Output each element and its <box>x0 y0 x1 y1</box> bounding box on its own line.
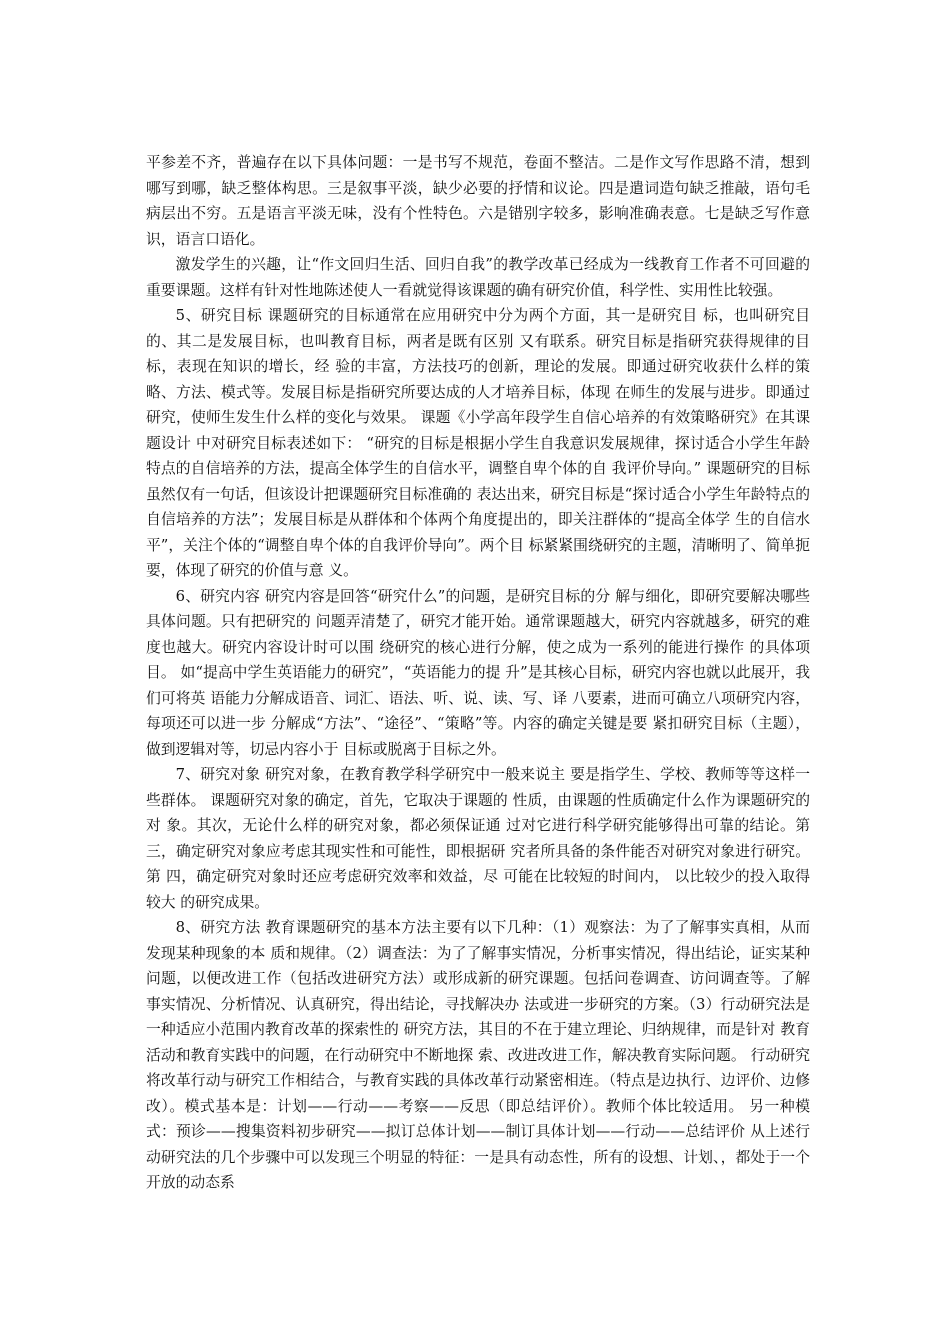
paragraph-research-content: 6、研究内容 研究内容是回答“研究什么”的问题，是研究目标的分 解与细化，即研究要解决哪些具体问题。只有把研究的 问题弄清楚了，研究才能开始。通常课题越大，研究内容就越多，研究的难度也越大。研究内容设计时可以围 绕研究的核心进行分解，使之成为一系列的能进行操作 的具体项目。 如“提高中学生英语能力的研究”，“英语能力的提 升”是其核心目标，研究内容也就以此展开，我们可将英 语能力分解成语音、词汇、语法、听、说、读、写、译 八要素，进而可确立八项研究内容，每项还可以进一步 分解成“方法”、“途径”、“策略”等。内容的确定关键是要 紧扣研究目标（主题），做到逻辑对等，切忌内容小于 目标或脱离于目标之外。 <box>146 587 810 758</box>
paragraph-interest: 激发学生的兴趣，让“作文回归生活、回归自我”的教学改革已经成为一线教育工作者不可回避的重要课题。这样有针对性地陈述使人一看就觉得该课题的确有研究价值，科学性、实用性比较强。 <box>146 256 810 299</box>
paragraph-research-subjects: 7、研究对象 研究对象，在教育教学科学研究中一般来说主 要是指学生、学校、教师等等这样一些群体。 课题研究对象的确定，首先，它取决于课题的 性质，由课题的性质确定什么作为课题研究的对 象。其次，无论什么样的研究对象，都必须保证通 过对它进行科学研究能够得出可靠的结论。第三，确定研究对象应考虑其现实性和可能性，即根据研 究者所具备的条件能否对研究对象进行研究。第 四，确定研究对象时还应考虑研究效率和效益，尽 可能在比较短的时间内， 以比较少的投入取得较大 的研究成果。 <box>146 766 810 911</box>
paragraph-research-goals: 5、研究目标 课题研究的目标通常在应用研究中分为两个方面，其一是研究目 标，也叫研究目的、其二是发展目标，也叫教育目标，两者是既有区别 又有联系。研究目标是指研究获得规律的目标，表现在知识的增长，经 验的丰富，方法技巧的创新，理论的发展。即通过研究收获什么样的策 略、方法、模式等。发展目标是指研究所要达成的人才培养目标，体现 在师生的发展与进步。即通过研究，使师生发生什么样的变化与效果。 课题《小学高年段学生自信心培养的有效策略研究》在其课题设计 中对研究目标表述如下： “研究的目标是根据小学生自我意识发展规律，探讨适合小学生年龄 特点的自信培养的方法，提高全体学生的自信水平，调整自卑个体的自 我评价导向。” 课题研究的目标虽然仅有一句话，但该设计把课题研究目标准确的 表达出来，研究目标是“探讨适合小学生年龄特点的自信培养的方法”；发展目标是从群体和个体两个角度提出的，即关注群体的“提高全体学 生的自信水平”，关注个体的“调整自卑个体的自我评价导向”。两个目 标紧紧围绕研究的主题，清晰明了、简单扼要，体现了研究的价值与意 义。 <box>146 307 810 579</box>
paragraph-research-methods: 8、研究方法 教育课题研究的基本方法主要有以下几种：（1）观察法：为了了解事实真相，从而发现某种现象的本 质和规律。（2）调查法：为了了解事实情况，分析事实情况，得出结论，证实某种问题，以便改进工作（包括改进研究方法）或形成新的研究课题。包括问卷调查、访问调查等。了解 事实情况、分析情况、认真研究，得出结论，寻找解决办 法或进一步研究的方案。（3）行动研究法是一种适应小范围内教育改革的探索性的 研究方法，其目的不在于建立理论、归纳规律，而是针对 教育活动和教育实践中的问题，在行动研究中不断地探 索、改进改进工作，解决教育实际问题。 行动研究将改革行动与研究工作相结合，与教育实践的具体改革行动紧密相连。（特点是边执行、边评价、边修改）。模式基本是：计划——行动——考察——反思（即总结评价）。教师个体比较适用。 另一种模式：预诊——搜集资料初步研究——拟订总体计划——制订具体计划——行动——总结评价 从上述行动研究法的几个步骤中可以发现三个明显的特征：一是具有动态性，所有的设想、计划、，都处于一个开放的动态系 <box>146 919 810 1191</box>
paragraph-problems: 平参差不齐，普遍存在以下具体问题：一是书写不规范，卷面不整洁。二是作文写作思路不清，想到哪写到哪，缺乏整体构思。三是叙事平淡，缺少必要的抒情和议论。四是遣词造句缺乏推敲，语句毛病层出不穷。五是语言平淡无味，没有个性特色。六是错别字较多，影响准确表意。七是缺乏写作意识，语言口语化。 <box>146 154 810 248</box>
document-body <box>146 150 810 1196</box>
